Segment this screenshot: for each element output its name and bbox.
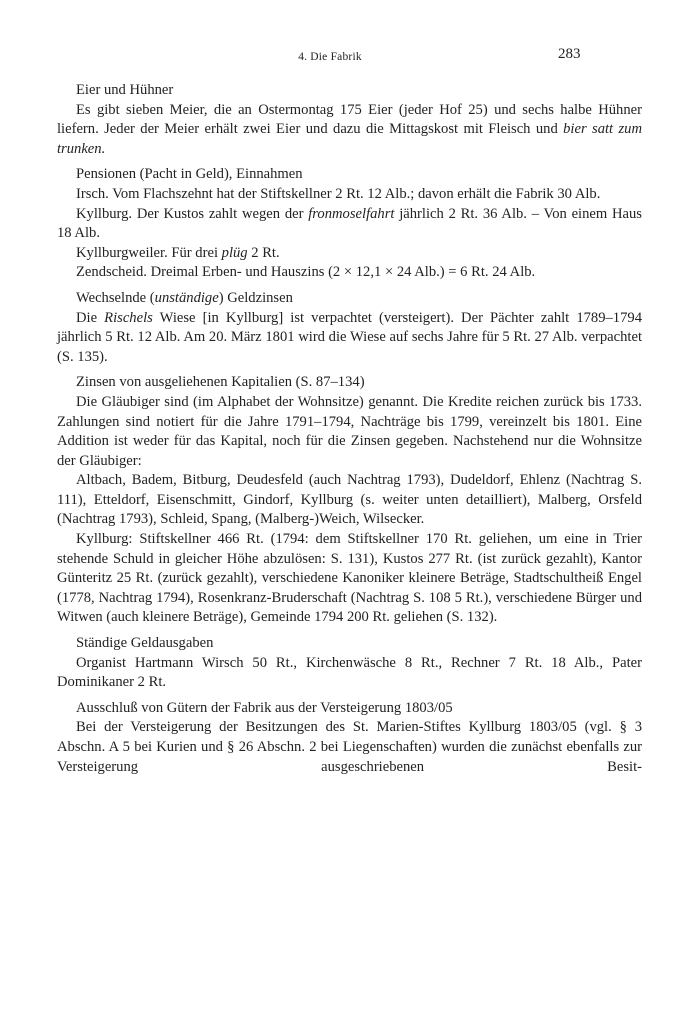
paragraph: Organist Hartmann Wirsch 50 Rt., Kirchenwäsche 8 Rt., Rechner 7 Rt. 18 Alb., Pater Dominikaner 2 Rt. — [57, 654, 642, 691]
body-text — [57, 81, 642, 783]
paragraph: Kyllburg: Stiftskellner 466 Rt. (1794: dem Stiftskellner 170 Rt. geliehen, um eine in Trier stehende Schuld in gleicher Höhe abzulösen: S. 131), Kustos 277 Rt. (ist zurück gezahlt), Kantor Günteritz 25 Rt. (zurück gezahlt), verschiedene Kanoniker kleinere Beträge, Stadtschultheiß Engel (1778, Nachtrag 1794), Rosenkranz-Bruderschaft (Nachtrag S. 108 5 Rt.), verschiedene Bürger und Witwen (auch kleinere Beträge), Gemeinde 1794 200 Rt. geliehen (S. 132). — [57, 531, 642, 626]
paragraph: Bei der Versteigerung der Besitzungen des St. Marien-Stiftes Kyllburg 1803/05 (vgl. § 3 Abschn. A 5 bei Kurien und § 26 Abschn. 2 bei Liegenschaften) wurden die zunächst ebenfalls zur Versteigerung ausgeschriebenen Besit- — [57, 719, 642, 775]
section-zinsen — [57, 373, 642, 628]
paragraph: Irsch. Vom Flachszehnt hat der Stiftskellner 2 Rt. 12 Alb.; davon erhält die Fabrik 30 Alb. — [76, 185, 601, 202]
quoted-term: Rischels — [104, 309, 153, 326]
section-heading — [57, 289, 642, 309]
paragraph: Altbach, Badem, Bitburg, Deudesfeld (auch Nachtrag 1793), Dudeldorf, Ehlenz (Nachtrag S. 111), Etteldorf, Eisenschmitt, Gindorf, Kyllburg (s. weiter unten detailliert), Malberg, Orsfeld (Nachtrag 1793), Schleid, Spang, (Malberg-)Weich, Wilsecker. — [57, 472, 642, 528]
text-run: Es gibt sieben Meier, die an Ostermontag 175 Eier (jeder Hof 25) und sechs halbe Hühner liefern. Jeder der Meier erhält zwei Eier und dazu die Mittagskost mit Fleisch und — [57, 101, 642, 138]
paragraph — [57, 205, 642, 244]
section-heading: Ausschluß von Gütern der Fabrik aus der Versteigerung 1803/05 — [76, 699, 453, 716]
text-run: Wechselnde ( — [76, 289, 155, 306]
section-wechselnde — [57, 289, 642, 367]
section-pensionen — [57, 165, 642, 283]
quoted-term: bier satt zum trunken. — [57, 121, 642, 157]
section-heading: Zinsen von ausgeliehenen Kapitalien (S. 87–134) — [76, 374, 365, 391]
quoted-term: unständige — [154, 289, 219, 306]
text-run: Kyllburg. Der Kustos zahlt wegen der — [76, 205, 309, 222]
section-heading: Eier und Hühner — [76, 82, 174, 98]
paragraph — [57, 309, 642, 368]
paragraph — [57, 101, 642, 160]
section-heading: Pensionen (Pacht in Geld), Einnahmen — [76, 166, 303, 183]
quoted-term: fronmoselfahrt — [308, 205, 395, 222]
paragraph — [57, 244, 642, 264]
section-ausschluss — [57, 699, 642, 777]
section-heading: Ständige Geldausgaben — [76, 635, 214, 652]
text-run: ) Geldzinsen — [218, 289, 293, 306]
quoted-term: plüg — [221, 244, 248, 261]
section-eier — [57, 81, 642, 159]
text-run: 2 Rt. — [247, 244, 280, 261]
text-run: Kyllburgweiler. Für drei — [76, 244, 222, 261]
page-number: 283 — [558, 46, 581, 62]
running-header-chapter: 4. Die Fabrik — [298, 51, 362, 63]
text-run: Wiese [in Kyllburg] ist verpachtet (versteigert). Der Pächter zahlt 1789–1794 jährlich 5 Rt. 12 Alb. Am 20. März 1801 wird die Wiese auf sechs Jahre für 5 Rt. 27 Alb. verpachtet (S. 135). — [57, 309, 642, 365]
text-run: jährlich 2 Rt. 36 Alb. – Von einem Haus 18 Alb. — [57, 205, 642, 242]
paragraph: Die Gläubiger sind (im Alphabet der Wohnsitze) genannt. Die Kredite reichen zurück bis 1733. Zahlungen sind notiert für die Jahre 1791–1794, Nachträge bis 1799, vereinzelt bis 1801. Eine Addition ist weder für das Kapital, noch für die Zinsen gegeben. Nachstehend nur die Wohnsitze der Gläubiger: — [57, 393, 642, 469]
text-run: Die — [76, 309, 105, 326]
paragraph: Zendscheid. Dreimal Erben- und Hauszins (2 × 12,1 × 24 Alb.) = 6 Rt. 24 Alb. — [76, 264, 536, 281]
section-staendige — [57, 634, 642, 693]
